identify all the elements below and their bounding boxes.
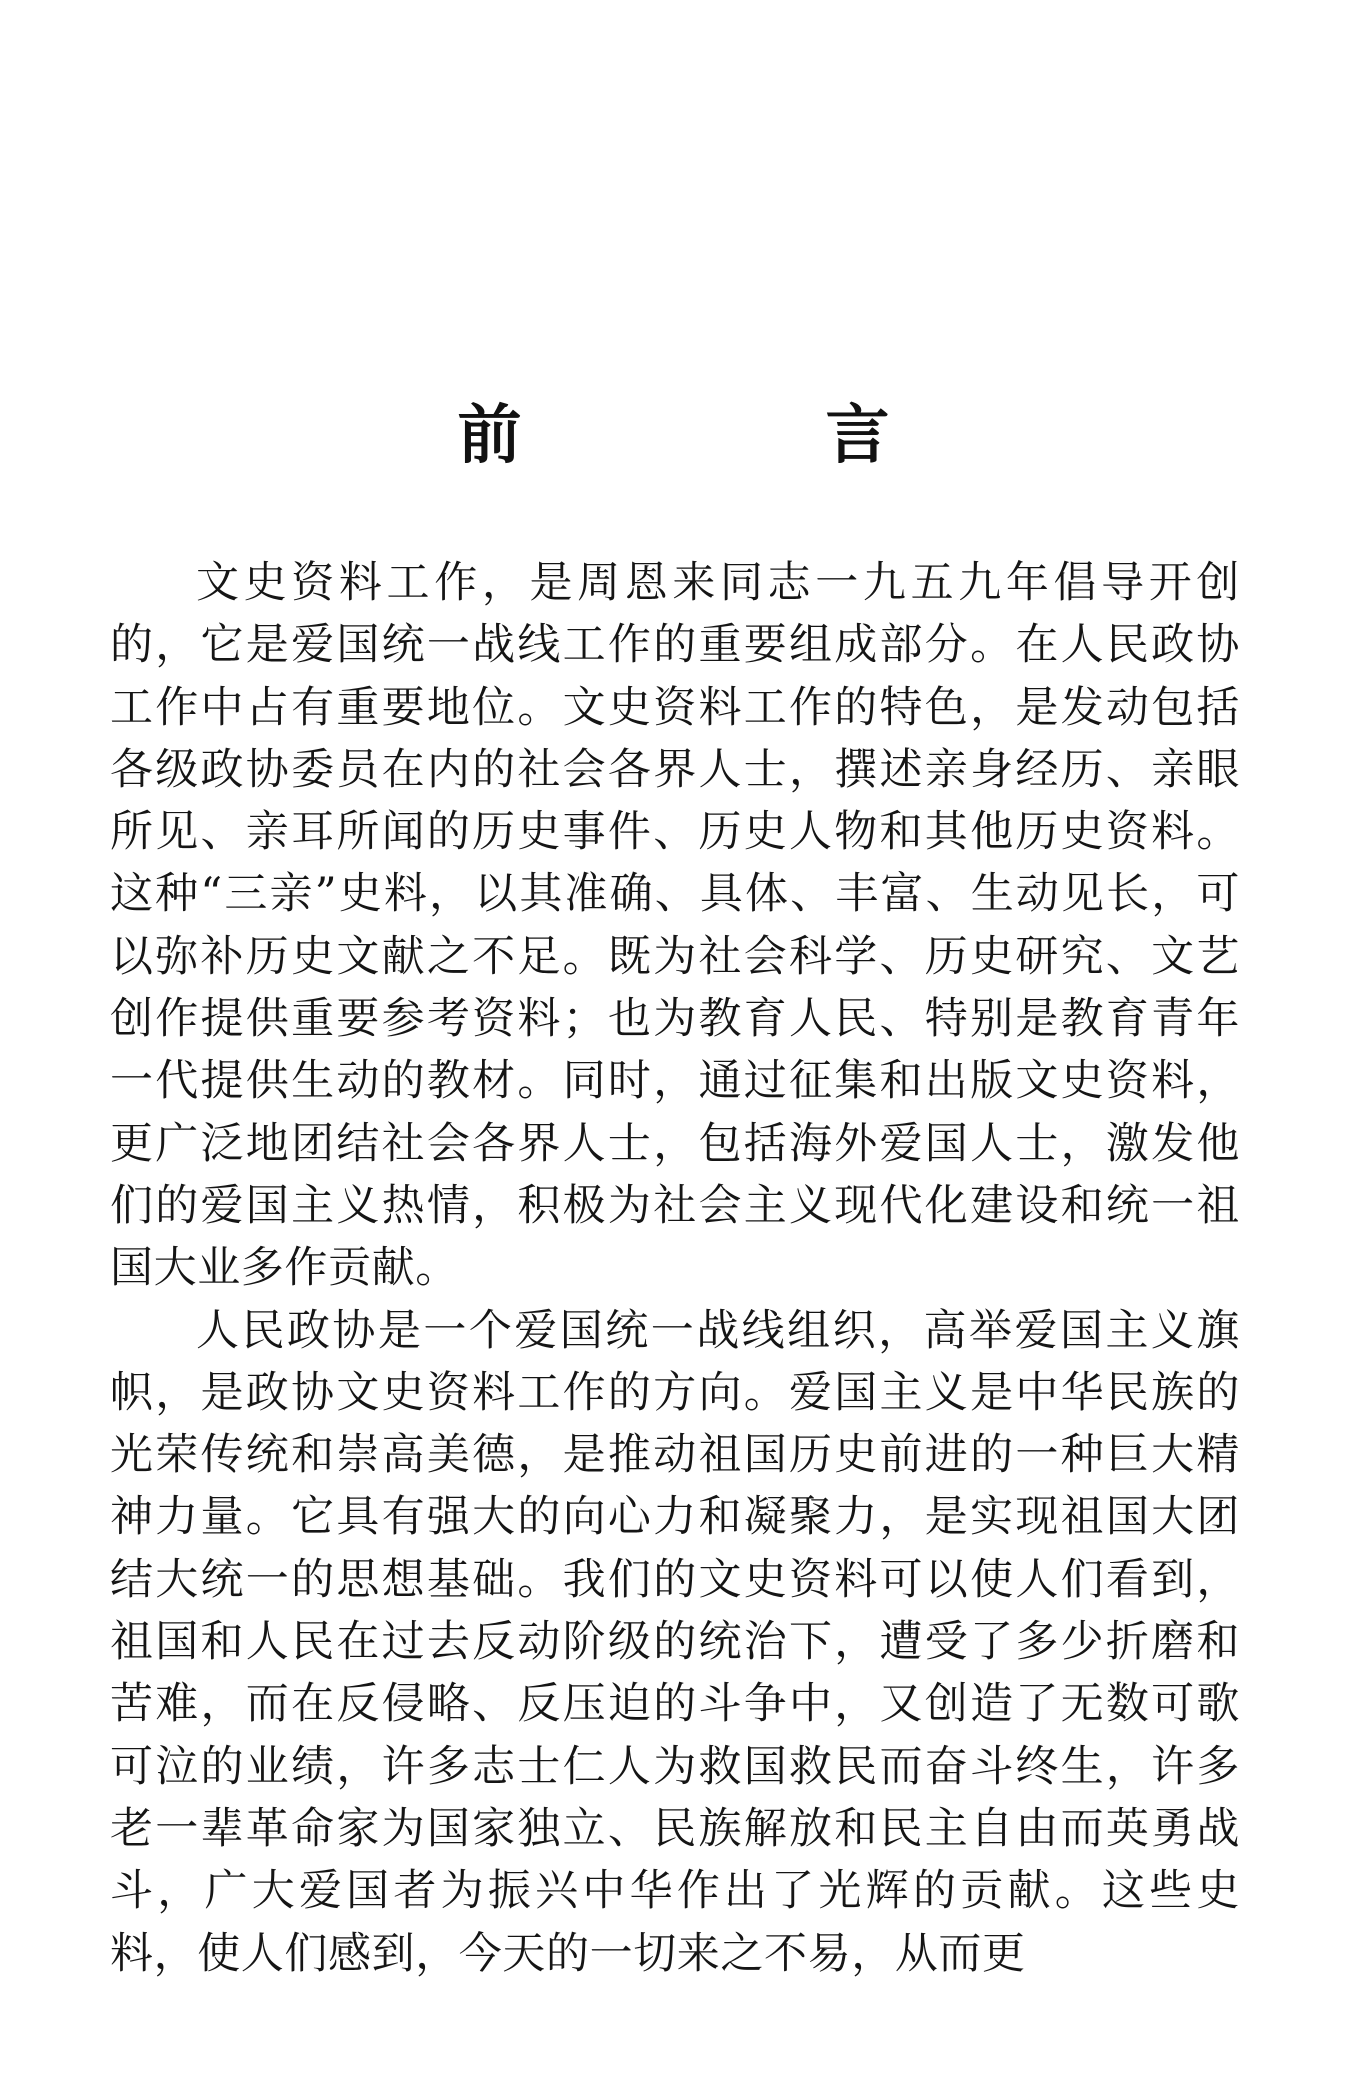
document-body (110, 552, 1240, 1985)
paragraph-2: 人民政协是一个爱国统一战线组织，高举爱国主义旗帜，是政协文史资料工作的方向。爱国主义是中华民族的光荣传统和崇高美德，是推动祖国历史前进的一种巨大精神力量。它具有强大的向心力和凝聚力，是实现祖国大团结大统一的思想基础。我们的文史资料可以使人们看到，祖国和人民在过去反动阶级的统治下，遭受了多少折磨和苦难，而在反侵略、反压迫的斗争中，又创造了无数可歌可泣的业绩，许多志士仁人为救国救民而奋斗终生，许多老一辈革命家为国家独立、民族解放和民主自由而英勇战斗，广大爱国者为振兴中华作出了光辉的贡献。这些史料，使人们感到，今天的一切来之不易，从而更 (110, 1305, 1240, 1979)
paragraph-1: 文史资料工作，是周恩来同志一九五九年倡导开创的，它是爱国统一战线工作的重要组成部分。在人民政协工作中占有重要地位。文史资料工作的特色，是发动包括各级政协委员在内的社会各界人士，撰述亲身经历、亲眼所见、亲耳所闻的历史事件、历史人物和其他历史资料。这种“三亲”史料，以其准确、具体、丰富、生动见长，可以弥补历史文献之不足。既为社会科学、历史研究、文艺创作提供重要参考资料；也为教育人民、特别是教育青年一代提供生动的教材。同时，通过征集和出版文史资料，更广泛地团结社会各界人士，包括海外爱国人士，激发他们的爱国主义热情，积极为社会主义现代化建设和统一祖国大业多作贡献。 (110, 558, 1240, 1294)
page-title: 前 言 (457, 398, 1010, 473)
